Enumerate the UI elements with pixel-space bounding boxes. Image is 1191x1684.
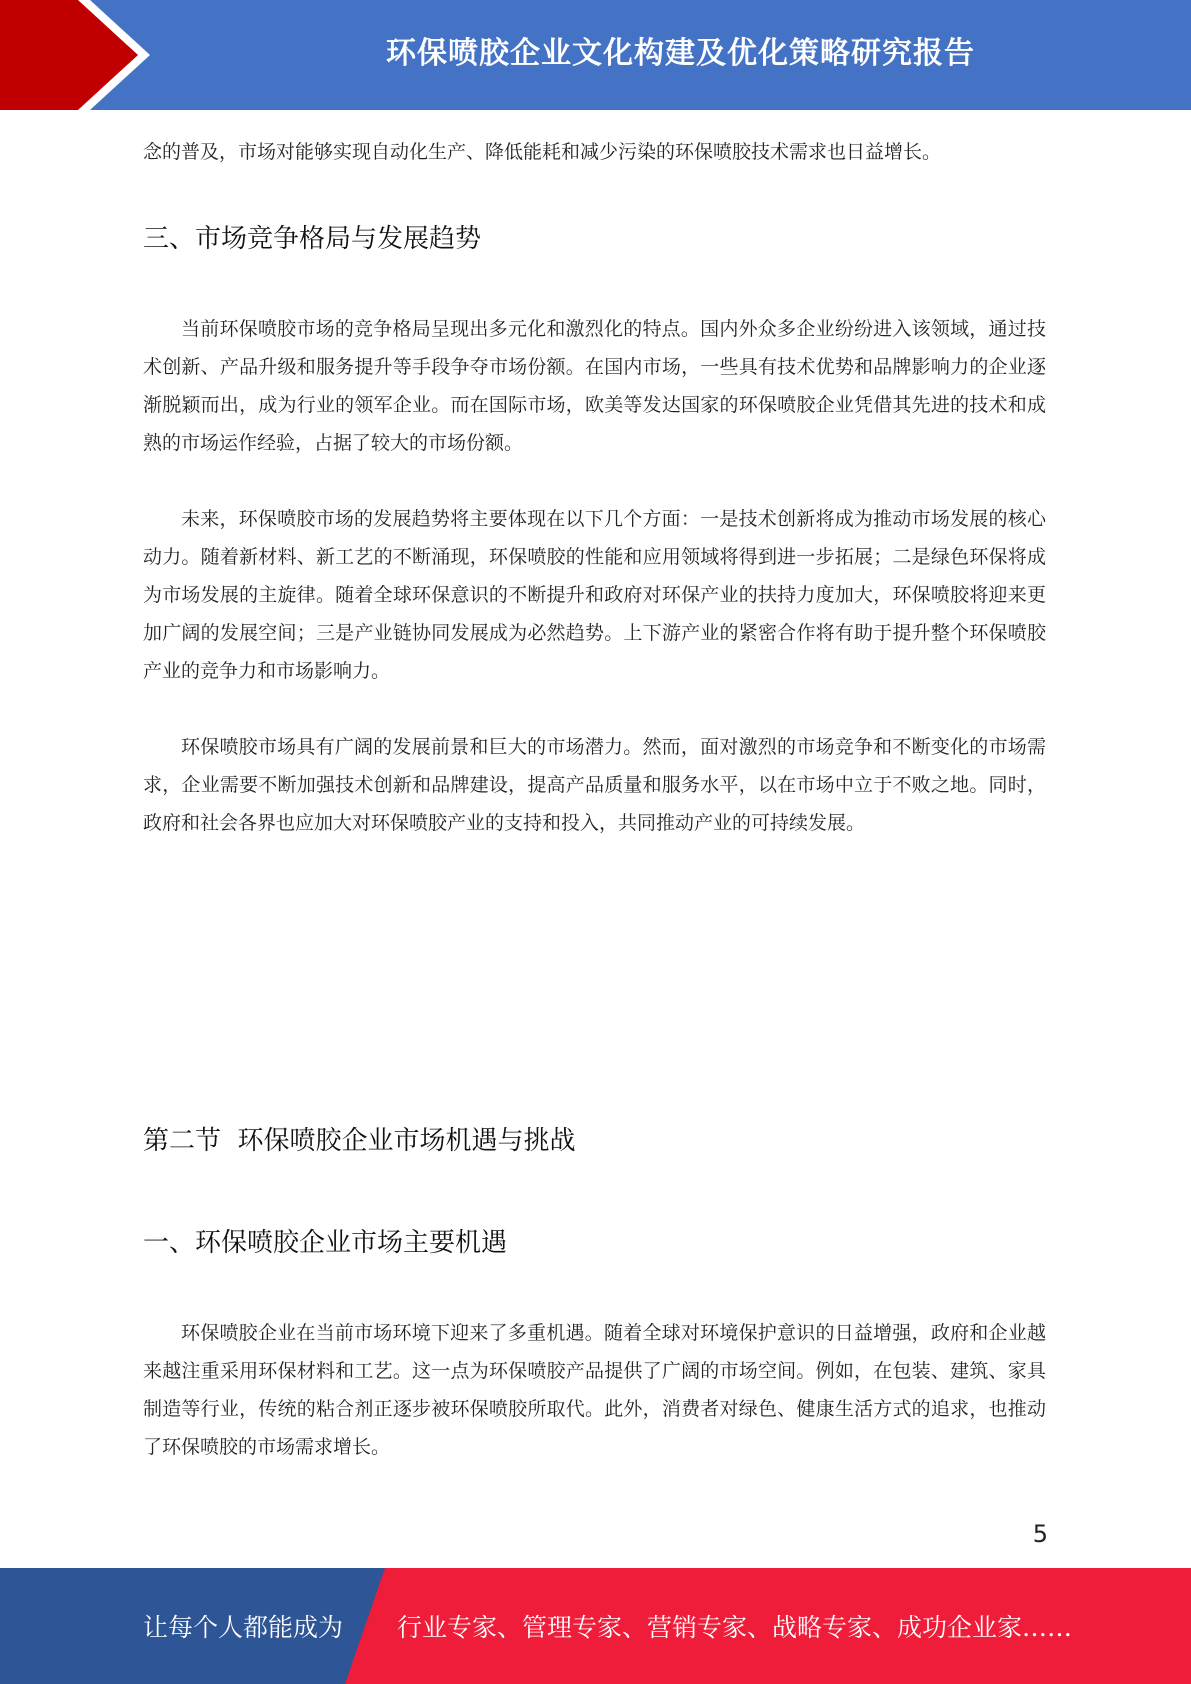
- section3-para-3-block: [143, 728, 1046, 842]
- intro-block: [143, 133, 1046, 171]
- header-banner: [0, 0, 1191, 110]
- section1-para-block: [143, 1314, 1046, 1466]
- section3-para-2-block: [143, 500, 1046, 690]
- footer-banner: [0, 1568, 1191, 1684]
- body-paragraph: 环保喷胶市场具有广阔的发展前景和巨大的市场潜力。然而，面对激烈的市场竞争和不断变化的市场需求，企业需要不断加强技术创新和品牌建设，提高产品质量和服务水平，以在市场中立于不败之地。同时，政府和社会各界也应加大对环保喷胶产业的支持和投入，共同推动产业的可持续发展。: [143, 736, 1046, 834]
- footer-slogan-right: 行业专家、管理专家、营销专家、战略专家、成功企业家……: [397, 1613, 1073, 1642]
- page-number: 5: [1032, 1520, 1048, 1548]
- chapter-heading: 第二节 环保喷胶企业市场机遇与挑战: [143, 1126, 576, 1156]
- chapter-heading-block: [143, 1120, 1046, 1157]
- section1-heading-block: [143, 1222, 1046, 1259]
- body-paragraph: 当前环保喷胶市场的竞争格局呈现出多元化和激烈化的特点。国内外众多企业纷纷进入该领域，通过技术创新、产品升级和服务提升等手段争夺市场份额。在国内市场，一些具有技术优势和品牌影响力的企业逐渐脱颖而出，成为行业的领军企业。而在国际市场，欧美等发达国家的环保喷胶企业凭借其先进的技术和成熟的市场运作经验，占据了较大的市场份额。: [143, 318, 1046, 454]
- intro-paragraph: 念的普及，市场对能够实现自动化生产、降低能耗和减少污染的环保喷胶技术需求也日益增长。: [143, 141, 942, 163]
- header-chevron-arrow: [0, 0, 138, 110]
- section-heading-opportunities: 一、环保喷胶企业市场主要机遇: [143, 1228, 508, 1258]
- section3-heading-block: [143, 218, 1046, 255]
- document-title: 环保喷胶企业文化构建及优化策略研究报告: [386, 36, 975, 71]
- section3-para-1-block: [143, 310, 1046, 462]
- body-paragraph: 环保喷胶企业在当前市场环境下迎来了多重机遇。随着全球对环境保护意识的日益增强，政府和企业越来越注重采用环保材料和工艺。这一点为环保喷胶产品提供了广阔的市场空间。例如，在包装、建筑、家具制造等行业，传统的粘合剂正逐步被环保喷胶所取代。此外，消费者对绿色、健康生活方式的追求，也推动了环保喷胶的市场需求增长。: [143, 1322, 1046, 1458]
- body-paragraph: 未来，环保喷胶市场的发展趋势将主要体现在以下几个方面：一是技术创新将成为推动市场发展的核心动力。随着新材料、新工艺的不断涌现，环保喷胶的性能和应用领域将得到进一步拓展；二是绿色环保将成为市场发展的主旋律。随着全球环保意识的不断提升和政府对环保产业的扶持力度加大，环保喷胶将迎来更加广阔的发展空间；三是产业链协同发展成为必然趋势。上下游产业的紧密合作将有助于提升整个环保喷胶产业的竞争力和市场影响力。: [143, 508, 1046, 682]
- footer-slogan-left: 让每个人都能成为: [143, 1613, 344, 1642]
- section-heading-market-competition: 三、市场竞争格局与发展趋势: [143, 224, 482, 254]
